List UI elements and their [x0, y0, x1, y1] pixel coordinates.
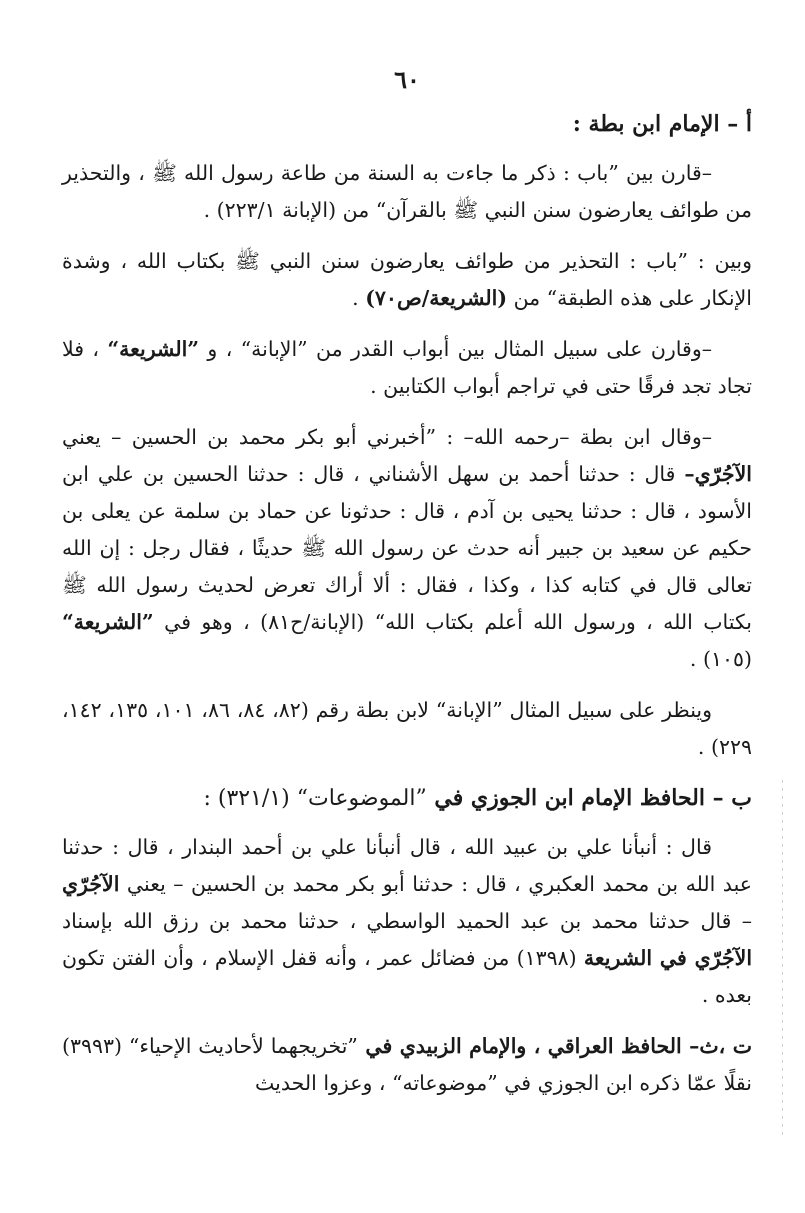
section-a-paragraph-3-text: –وقارن على سبيل المثال بين أبواب القدر من ”الإبانة“ ، و	[199, 337, 712, 361]
section-b-heading	[62, 780, 752, 817]
section-a-paragraph-2-text: وبين : ”باب : التحذير من طوائف يعارضون سنن النبي ﷺ بكتاب الله ، وشدة الإنكار على هذه الطبقة“ من	[62, 249, 752, 310]
section-a-paragraph-1-text: –قارن بين ”باب : ذكر ما جاءت به السنة من طاعة رسول الله ﷺ ، والتحذير من طوائف يعارضون سنن النبي ﷺ بالقرآن“ من (الإبانة ٢٢٣/١) .	[62, 161, 752, 222]
section-a-paragraph-5-text: وينظر على سبيل المثال ”الإبانة“ لابن بطة رقم (٨٢، ٨٤، ٨٦، ١٠١، ١٣٥، ١٤٢، ٢٢٩) .	[62, 698, 752, 759]
section-a-paragraph-4	[62, 419, 752, 678]
section-b-paragraph-1-text: قال : أنبأنا علي بن عبيد الله ، قال أنبأنا علي بن أحمد البندار ، قال : حدثنا عبد الله بن محمد العكبري ، قال : حدثنا أبو بكر محمد بن الحسين – يعني	[62, 835, 752, 896]
section-a-paragraph-4-end: (١٠٥) .	[689, 647, 752, 671]
section-a-paragraph-3	[62, 331, 752, 405]
section-a-paragraph-4-body: قال : حدثنا أحمد بن سهل الأشناني ، قال : حدثنا الحسين بن علي ابن الأسود ، قال : حدثنا يحيى بن آدم ، قال : حدثونا عن حماد بن سلمة عن يعلى بن حكيم عن سعيد بن جبير أنه حدث عن رسول الله ﷺ حديثًا ، فقال رجل : إن الله تعالى قال في كتابه كذا ، وكذا ، فقال : ألا أراك تعرض لحديث رسول الله ﷺ بكتاب الله ، ورسول الله أعلم بكتاب الله“ (الإبانة/ح٨١) ، وهو في	[62, 462, 753, 634]
sharia-title: ”الشريعة“	[107, 337, 200, 361]
section-b-heading-source: ”الموضوعات“ (٣٢١/١) :	[203, 786, 427, 811]
section-b-paragraph-1	[62, 829, 752, 1014]
section-a-heading: أ – الإمام ابن بطة :	[572, 111, 752, 137]
section-a-paragraph-2-end: .	[352, 286, 366, 310]
ajurri-name: الآجُرّي–	[684, 462, 752, 486]
section-a-paragraph-3-end: ، فلا تجاد تجد فرقًا حتى في تراجم أبواب الكتابين .	[62, 337, 752, 398]
ajurri-sharia-reference: الآجُرّي في الشريعة	[583, 946, 753, 970]
section-c-paragraph-1-text: ”تخريجهما لأحاديث الإحياء“ (٣٩٩٣) نقلًا عمّا ذكره ابن الجوزي في ”موضوعاته“ ، وعزوا الحديث	[62, 1034, 752, 1095]
ajurri-name: الآجُرّي	[62, 872, 120, 896]
section-b-paragraph-1-body: – قال حدثنا محمد بن عبد الحميد الواسطي ، حدثنا محمد بن رزق الله بإسناد	[62, 909, 752, 933]
page-number: ٦٠	[394, 65, 420, 94]
scan-edge-line	[782, 780, 783, 1140]
section-a-paragraph-1	[62, 155, 752, 229]
section-b-paragraph-1-end: (١٣٩٨) من فضائل عمر ، وأنه قفل الإسلام ، وأن الفتن تكون بعده .	[62, 946, 752, 1007]
section-b-heading-main: ب – الحافظ الإمام ابن الجوزي في	[426, 785, 752, 811]
sharia-title: ”الشريعة“	[62, 610, 154, 634]
section-c-heading: ت ،ث– الحافظ العراقي ، والإمام الزبيدي في	[357, 1034, 752, 1058]
section-a-paragraph-5	[62, 692, 752, 766]
sharia-reference: (الشريعة/ص٧٠)	[365, 286, 508, 310]
book-page	[62, 60, 752, 1116]
section-a-paragraph-4-text: –وقال ابن بطة –رحمه الله– : ”أخبرني أبو بكر محمد بن الحسين – يعني	[62, 425, 712, 449]
section-c-paragraph-1	[62, 1028, 752, 1102]
section-a-paragraph-2	[62, 243, 752, 317]
